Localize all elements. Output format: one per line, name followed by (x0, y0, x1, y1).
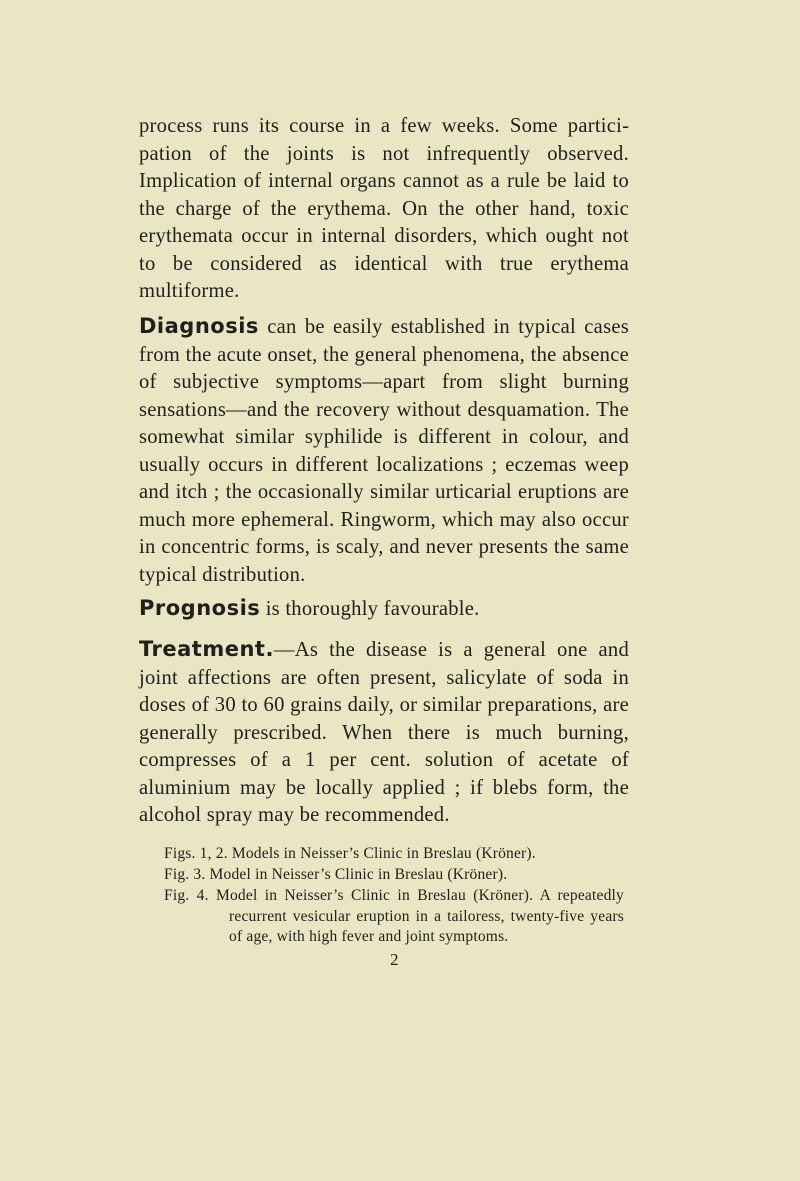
figure-captions (164, 844, 624, 948)
paragraph-diagnosis (139, 313, 629, 589)
paragraph-prognosis (139, 595, 629, 624)
paragraph-treatment (139, 636, 629, 830)
caption-fig-4: Fig. 4. Model in Neisser’s Clinic in Breslau (Kröner). A repeatedly recurrent vesicular eruption in a tailoress, twenty-five years of age, with high fever and joint symptoms. (164, 887, 624, 945)
heading-diagnosis: Diagnosis (139, 314, 259, 338)
heading-treatment: Treatment. (139, 637, 274, 661)
paragraph-intro: process runs its course in a few weeks. Some participation of the joints is not infrequently observed. Implication of internal organs cannot as a rule be laid to the charge of the erythema. On the other hand, toxic erythemata occur in internal disorders, which ought not to be considered as identical with true erythema multiforme. (139, 115, 629, 302)
prognosis-text: is thoroughly favourable. (260, 598, 480, 620)
caption-fig-3: Fig. 3. Model in Neisser’s Clinic in Breslau (Kröner). (164, 866, 508, 884)
treatment-text: —As the disease is a general one and joint affections are often present, salicylate of soda in doses of 30 to 60 grains daily, or similar preparations, are generally prescribed. When there is much burning, compresses of a 1 per cent. solution of acetate of aluminium may be locally applied ; if blebs form, the alcohol spray may be recommended. (139, 639, 629, 826)
page-number: 2 (390, 950, 399, 969)
caption-figs-1-2: Figs. 1, 2. Models in Neisser’s Clinic in Breslau (Kröner). (164, 845, 536, 862)
heading-prognosis: Prognosis (139, 596, 261, 620)
diagnosis-text: can be easily established in typical cases from the acute onset, the general phenomena, the absence of subjective symptoms—apart from slight burning sensations—and the recovery without desquamation. The somewhat similar syphilide is different in colour, and usually occurs in different localizations ; eczemas weep and itch ; the occasionally similar urticarial eruptions are much more ephemeral. Ringworm, which may also occur in concentric forms, is scaly, and never presents the same typical distribution. (139, 316, 629, 586)
